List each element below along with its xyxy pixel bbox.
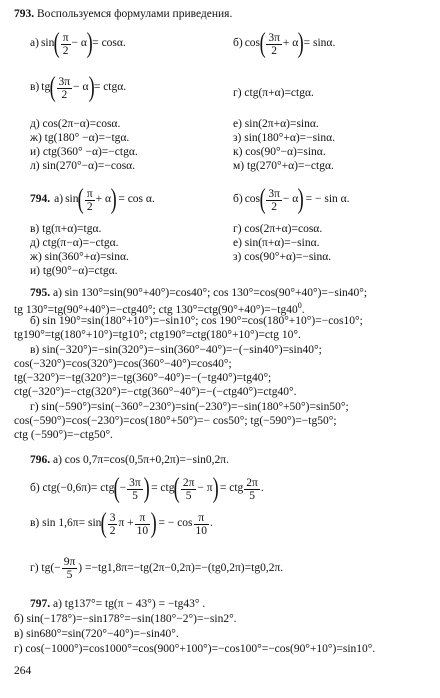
item-793-v <box>30 74 126 102</box>
function-name: cos <box>244 193 261 206</box>
expression-tail: − α <box>73 81 89 94</box>
numerator: 3 <box>109 511 116 524</box>
item-793-zh: ж) tg(180° −α)=−tgα. <box>30 132 130 144</box>
item-793-i: и) ctg(360° −α)=−ctgα. <box>30 146 138 158</box>
expression-prefix: г) tg <box>30 561 51 574</box>
left-paren: ( <box>53 28 61 59</box>
item-797-b: б) sin(−178°)=−sin178°=−sin(180°−2°)=−sin2°. <box>14 613 237 625</box>
result: = sinα. <box>303 37 336 50</box>
item-793-l: л) sin(270°−α)=−cosα. <box>30 160 136 172</box>
line-795-3: б) sin 190°=sin(180°+10°)=−sin10°; cos 190°=cos(180°+10°)=−cos10°; <box>30 315 363 327</box>
item-794-a <box>30 186 155 214</box>
numerator: 3π <box>58 75 71 88</box>
expression-tail: − α <box>71 37 87 50</box>
item-797-g: г) cos(−1000°)=cos1000°=cos(900°+100°)=−cos100°=−cos(90°+10°)=sin10°. <box>14 643 376 655</box>
line-795-11: ctg (−590°)=−ctg50°. <box>14 429 113 441</box>
problem-number: 797. <box>30 598 51 610</box>
expression-mid: π + <box>118 517 134 530</box>
left-paren: ( <box>174 473 181 504</box>
denominator: 2 <box>271 200 278 213</box>
punctuation: . <box>260 482 264 495</box>
item-label: б) <box>233 193 243 206</box>
numerator: π <box>135 512 151 525</box>
fraction <box>108 512 118 537</box>
item-794-zh: ж) sin(360°+α)=sinα. <box>30 251 129 263</box>
item-797-v: в) sin680°=sin(720°−40°)=−sin40°. <box>14 628 179 640</box>
denominator: 5 <box>132 489 138 502</box>
right-paren: ) <box>88 72 95 103</box>
minus-sign: − <box>54 561 61 574</box>
problem-number: 795. <box>30 287 51 299</box>
left-paren: ( <box>259 184 266 215</box>
result: = ctgα. <box>93 81 127 94</box>
right-paren: ) <box>297 184 305 215</box>
fraction <box>194 512 210 537</box>
solution-text: а) cos 0,7π=cos(0,5π+0,2π)=−sin0,2π. <box>53 454 229 466</box>
function-name: cos <box>244 37 261 50</box>
item-793-b <box>233 30 335 58</box>
item-794-b <box>233 186 350 214</box>
numerator: π <box>62 31 69 44</box>
expression-eq: = − cos <box>158 517 193 530</box>
left-paren: ( <box>50 561 55 574</box>
expression-mid: − π <box>197 482 213 495</box>
left-paren: ( <box>113 473 121 504</box>
item-793-a <box>30 30 126 58</box>
line-795-9: г) sin(−590°)=sin(−360°−230°)=sin(−230°)=−sin(180°+50°)=sin50°; <box>30 401 349 413</box>
denominator: 10 <box>195 524 208 537</box>
punctuation: . <box>301 303 305 316</box>
problem-793-heading <box>14 9 232 21</box>
right-paren: ) <box>86 28 93 59</box>
item-796-b <box>30 475 264 503</box>
solution-text: tg 130°=tg(90°+40°)=−ctg40°; ctg 130°=ctg(90°+40°)=−tg40 <box>14 303 298 316</box>
line-795-6: cos(−320°)=cos(320°)=cos(360°−40°)=cos40°; <box>14 358 232 370</box>
item-793-k: к) cos(90°−α)=sinα. <box>233 146 326 158</box>
item-label: б) <box>233 37 243 50</box>
item-793-d: д) cos(2π−α)=cosα. <box>30 118 121 130</box>
right-paren: ) <box>297 28 305 59</box>
numerator: π <box>86 187 93 200</box>
denominator: 5 <box>66 569 73 581</box>
right-paren: ) <box>212 473 219 504</box>
left-paren: ( <box>101 508 108 539</box>
item-794-d: д) ctg(π−α)=−ctgα. <box>30 237 119 249</box>
item-793-e: е) sin(2π+α)=sinα. <box>233 118 319 130</box>
left-paren: ( <box>259 28 266 59</box>
item-794-g: г) cos(2π+α)=cosα. <box>233 223 323 235</box>
item-796-a <box>30 455 229 467</box>
fraction <box>266 188 282 213</box>
expression-tail: + α <box>95 193 112 206</box>
item-793-m: м) tg(270°+α)=−ctgα. <box>233 160 334 172</box>
fraction <box>127 477 143 502</box>
line-795-8: ctg(−320°)=−ctg(320°)=−ctg(360°−40°)=−(−ctg40°)=ctg40°. <box>14 386 297 398</box>
item-794-z: з) cos(90°+α)=−sinα. <box>233 251 332 263</box>
denominator: 2 <box>109 524 116 537</box>
item-label: а) <box>54 193 64 206</box>
function-name: sin <box>40 37 55 50</box>
numerator: 3π <box>268 31 280 44</box>
solution-text: а) tg137°= tg(π − 43°) = −tg43° . <box>53 598 206 610</box>
expression-eq: = ctg <box>219 482 244 495</box>
function-name: tg <box>41 81 51 94</box>
result: = − sin α. <box>305 193 350 206</box>
minus-sign: − <box>119 482 127 495</box>
result: = cosα. <box>92 37 126 50</box>
item-793-g: г) ctg(π+α)=ctgα. <box>233 87 314 99</box>
item-797-a <box>30 599 205 611</box>
function-name: sin <box>65 193 79 206</box>
left-paren: ( <box>49 72 56 103</box>
line-795-7: tg(−320°)=−tg(320°)=−tg(360°−40°)=−(−tg40°)=tg40°; <box>14 372 272 384</box>
fraction <box>181 477 197 502</box>
expression-prefix: б) ctg(−0,6π)= ctg <box>30 482 115 495</box>
numerator: 3π <box>129 476 141 489</box>
fraction <box>57 76 73 101</box>
item-label: в) <box>30 81 40 94</box>
numerator: π <box>194 512 210 525</box>
denominator: 2 <box>62 44 69 57</box>
fraction <box>244 477 260 502</box>
problem-number: 794. <box>30 193 51 206</box>
numerator: 9π <box>63 556 76 568</box>
problem-title: Воспользуемся формулами приведения. <box>37 8 233 20</box>
page-number: 264 <box>14 665 32 677</box>
punctuation: . <box>210 517 213 530</box>
numerator: 2π <box>182 476 195 489</box>
problem-number: 796. <box>30 454 51 466</box>
denominator: 10 <box>136 524 149 537</box>
item-label: а) <box>30 37 39 50</box>
item-796-g <box>30 556 283 581</box>
superscript: 0 <box>297 301 302 310</box>
fraction <box>61 32 71 57</box>
fraction <box>135 512 151 537</box>
item-794-e: е) sin(π+α)=−sinα. <box>233 237 320 249</box>
denominator: 2 <box>271 44 278 57</box>
line-795-4: tg190°=tg(180°+10°)=tg10°; ctg190°=ctg(180°+10°)=ctg 10°. <box>14 329 301 341</box>
expression-tail: ) =−tg1,8π=−tg(2π−0,2π)=−(tg0,2π)=tg0,2π. <box>78 561 284 574</box>
fraction <box>85 188 95 213</box>
right-paren: ) <box>150 508 157 539</box>
right-paren: ) <box>110 184 117 215</box>
left-paren: ( <box>78 184 85 215</box>
expression-mid: = ctg <box>151 482 175 495</box>
result: = cos α. <box>118 193 155 206</box>
expression-tail: + α <box>282 37 299 50</box>
problem-number: 793. <box>14 8 35 20</box>
denominator: 2 <box>61 88 68 101</box>
line-795-10: cos(−590°)=cos(−230°)=cos(180°+50°)=− cos50°; tg(−590°)=−tg50°; <box>14 415 337 427</box>
numerator: 2π <box>246 476 258 489</box>
line-795-5: в) sin(−320°)=−sin(320°)=−sin(360°−40°)=−(−sin40°)=sin40°; <box>30 344 322 356</box>
item-796-v <box>30 510 213 538</box>
fraction <box>266 32 282 57</box>
solution-text: а) sin 130°=sin(90°+40°)=cos40°; cos 130°=cos(90°+40°)=−sin40°; <box>53 287 368 299</box>
denominator: 2 <box>86 200 93 213</box>
numerator: 3π <box>268 187 280 200</box>
expression-tail: − α <box>282 193 299 206</box>
fraction <box>62 556 78 581</box>
expression-prefix: в) sin 1,6π= sin <box>30 517 102 530</box>
item-793-z: з) sin(180°+α)=−sinα. <box>233 132 335 144</box>
denominator: 5 <box>185 489 192 502</box>
item-794-i: и) tg(90°−α)=ctgα. <box>30 265 118 277</box>
line-795-1 <box>30 288 367 300</box>
right-paren: ) <box>143 473 150 504</box>
denominator: 5 <box>249 489 255 502</box>
item-794-v: в) tg(π+α)=tgα. <box>30 223 102 235</box>
